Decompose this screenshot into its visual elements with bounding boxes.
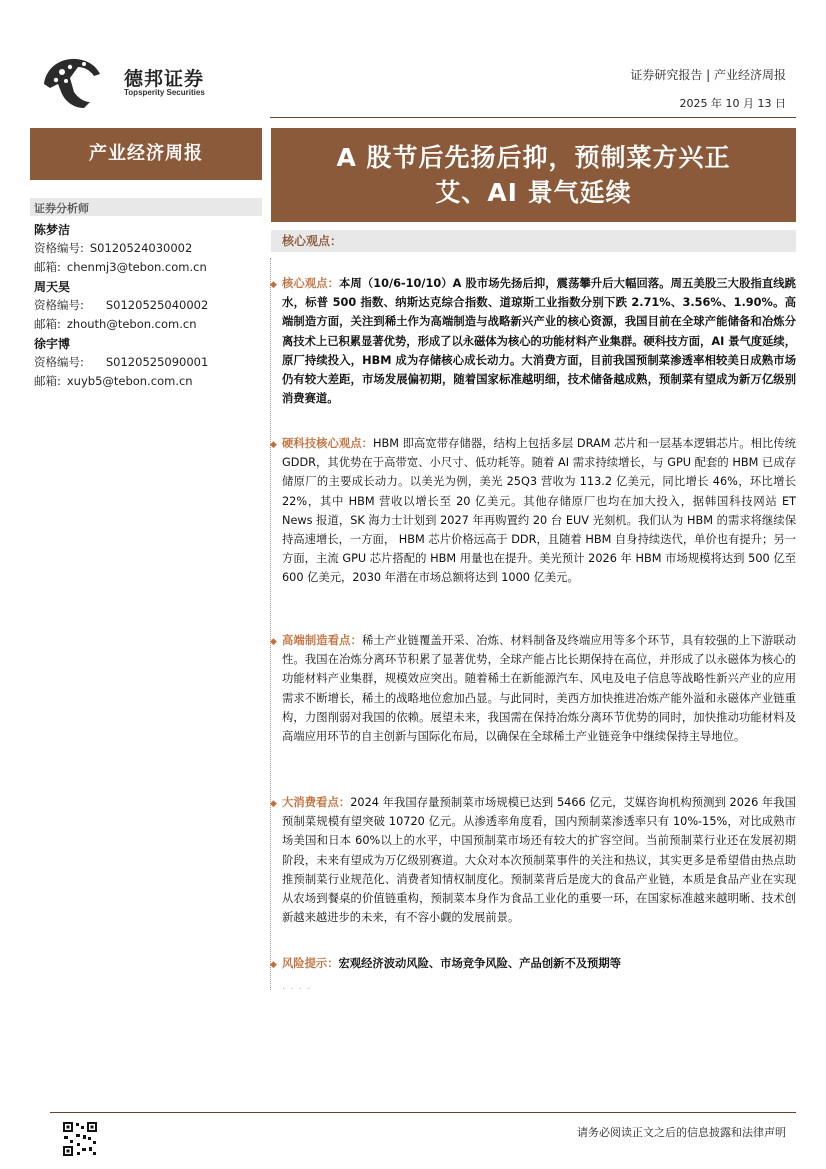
core-heading: 核心观点： [282, 234, 343, 248]
dotted-separator: · · · · [282, 984, 312, 995]
dbzq-leopard-logo [40, 54, 104, 110]
analyst-card [34, 336, 262, 391]
core-heading-strip [271, 230, 796, 252]
analyst-cert-row [34, 239, 262, 258]
cert-number: S0120525090001 [105, 355, 209, 369]
email-label: 邮箱: [34, 374, 61, 388]
title-line-1: A 股节后先扬后抑，预制菜方兴正 [336, 143, 731, 172]
section-text: 2024 年我国存量预制菜市场规模已达到 5466 亿元，艾媒咨询机构预测到 2026 年我国预制菜规模有望突破 10720 亿元。从渗透率角度看，国内预制菜渗透率只有 10%-15%，对比成熟市场美国和日本 60%以上的水平，中国预制菜市场还有较大的扩容空间。当前预制菜行业还在发展初期阶段，未来有望成为万亿级别赛道。大众对本次预制菜事件的关注和热议，其实更多是希望借由热点助推预制菜行业规范化、消费者知情权制度化。预制菜背后是庞大的食品产业链，本质是食品产业在实现从农场到餐桌的价值链重构，预制菜本身作为食品工业化的重要一环，在国家标准越来越明晰、技术创新越来越进步的未来，有不容小觑的发展前景。 [282, 796, 796, 925]
header-divider [270, 117, 796, 118]
section-label: 大消费看点： [282, 796, 351, 809]
footer-divider [50, 1112, 796, 1113]
analyst-card [34, 279, 262, 334]
cert-label: 资格编号: [34, 241, 84, 255]
email-label: 邮箱: [34, 260, 61, 274]
analyst-email-row [34, 258, 262, 277]
analyst-email-row [34, 372, 262, 391]
cert-label: 资格编号: [34, 298, 84, 312]
email-link[interactable]: chenmj3@tebon.com.cn [66, 260, 207, 274]
title-line-2: 艾、AI 景气延续 [435, 178, 632, 207]
analyst-name: 周天昊 [34, 280, 71, 294]
section-text: 宏观经济波动风险、市场竞争风险、产品创新不及预期等 [338, 957, 621, 970]
email-label: 邮箱: [34, 317, 61, 331]
email-link[interactable]: xuyb5@tebon.com.cn [66, 374, 193, 388]
legal-disclaimer: 请务必阅读正文之后的信息披露和法律声明 [577, 1126, 786, 1139]
brand-name-cn: 德邦证券 [124, 68, 205, 90]
brand-name-en: Topsperity Securities [124, 88, 205, 97]
bullet-diamond-icon: ◆ [270, 960, 277, 970]
report-type: 证券研究报告 | 产业经济周报 [630, 68, 786, 82]
bullet-diamond-icon: ◆ [270, 637, 277, 647]
analyst-email-row [34, 315, 262, 334]
section-text: 本周（10/6-10/10）A 股市场先扬后抑，震荡攀升后大幅回落。周五美股三大股指直线跳水，标普 500 指数、纳斯达克综合指数、道琼斯工业指数分别下跌 2.71%、3.56%、1.90%。高端制造方面，关注到稀土作为高端制造与战略新兴产业的核心资源，我国目前在全球产能储备和冶炼分离技术上已积累显著优势，形成了以永磁体为核心的功能材料产业集群。硬科技方面，AI 景气度延续，原厂持续投入，HBM 成为存储核心成长动力。大消费方面，目前我国预制菜渗透率相较美日成熟市场仍有较大差距，市场发展偏初期，随着国家标准越明细，技术储备越成熟，预制菜有望成为新万亿级别消费赛道。 [282, 277, 796, 406]
report-date: 2025 年 10 月 13 日 [679, 97, 786, 110]
bullet-diamond-icon: ◆ [270, 799, 277, 809]
analyst-cert-row [34, 296, 262, 315]
section-label: 核心观点： [282, 277, 340, 290]
cert-number: S0120525040002 [105, 298, 209, 312]
section-label: 硬科技核心观点： [282, 437, 373, 450]
section-text: 稀土产业链覆盖开采、冶炼、材料制备及终端应用等多个环节，具有较强的上下游联动性。我国在冶炼分离环节积累了显著优势，全球产能占比长期保持在高位，并形成了以永磁体为核心的功能材料产业集群，规模效应突出。随着稀土在新能源汽车、风电及电子信息等战略性新兴产业的应用需求不断增长，稀土的战略地位愈加凸显。与此同时，美西方加快推进冶炼产能外溢和永磁体产业链重构，力图削弱对我国的依赖。展望未来，我国需在保持冶炼分离环节优势的同时，加快推动功能材料及高端应用环节的自主创新与国际化布局，以确保在全球稀土产业链竞争中继续保持主导地位。 [282, 634, 796, 744]
email-link[interactable]: zhouth@tebon.com.cn [66, 317, 197, 331]
section-label: 高端制造看点： [282, 634, 362, 647]
report-category-box: 产业经济周报 [30, 128, 262, 180]
cert-label: 资格编号: [34, 355, 84, 369]
bullet-diamond-icon: ◆ [270, 280, 277, 290]
analyst-name: 陈梦洁 [34, 223, 71, 237]
section-tech [270, 434, 796, 588]
section-risk [270, 954, 796, 973]
analyst-cert-row [34, 353, 262, 372]
qr-code-icon [62, 1121, 98, 1157]
bullet-diamond-icon: ◆ [270, 440, 277, 450]
analyst-heading: 证券分析师 [34, 202, 89, 215]
section-manufacturing [270, 631, 796, 746]
analyst-card [34, 222, 262, 277]
analyst-name: 徐宇博 [34, 337, 71, 351]
section-consumer [270, 793, 796, 927]
cert-number: S0120524030002 [89, 241, 193, 255]
report-title [271, 128, 796, 222]
section-text: HBM 即高宽带存储器，结构上包括多层 DRAM 芯片和一层基本逻辑芯片。相比传统 GDDR，其优势在于高带宽、小尺寸、低功耗等。随着 AI 需求持续增长，与 GPU 配套的 HBM 已成存储原厂的主要成长动力。以美光为例，美光 25Q3 营收为 113.2 亿美元，同比增长 46%，环比增长 22%，其中 HBM 营收以增长至 20 亿美元。其他存储原厂也均在加大投入，据韩国科技网站 ET News 报道，SK 海力士计划到 2027 年再购置约 20 台 EUV 光刻机。我们认为 HBM 的需求将继续保持高速增长，一方面， HBM 芯片价格远高于 DDR，且随着 HBM 自身持续迭代，单价也有提升；另一方面，主流 GPU 芯片搭配的 HBM 用量也在提升。美光预计 2026 年 HBM 市场规模将达到 500 亿至 600 亿美元，2030 年潜在市场总额将达到 1000 亿美元。 [282, 437, 796, 585]
section-core [270, 274, 796, 408]
analyst-list [34, 222, 262, 393]
section-label: 风险提示： [282, 957, 339, 970]
column-divider [270, 258, 271, 990]
